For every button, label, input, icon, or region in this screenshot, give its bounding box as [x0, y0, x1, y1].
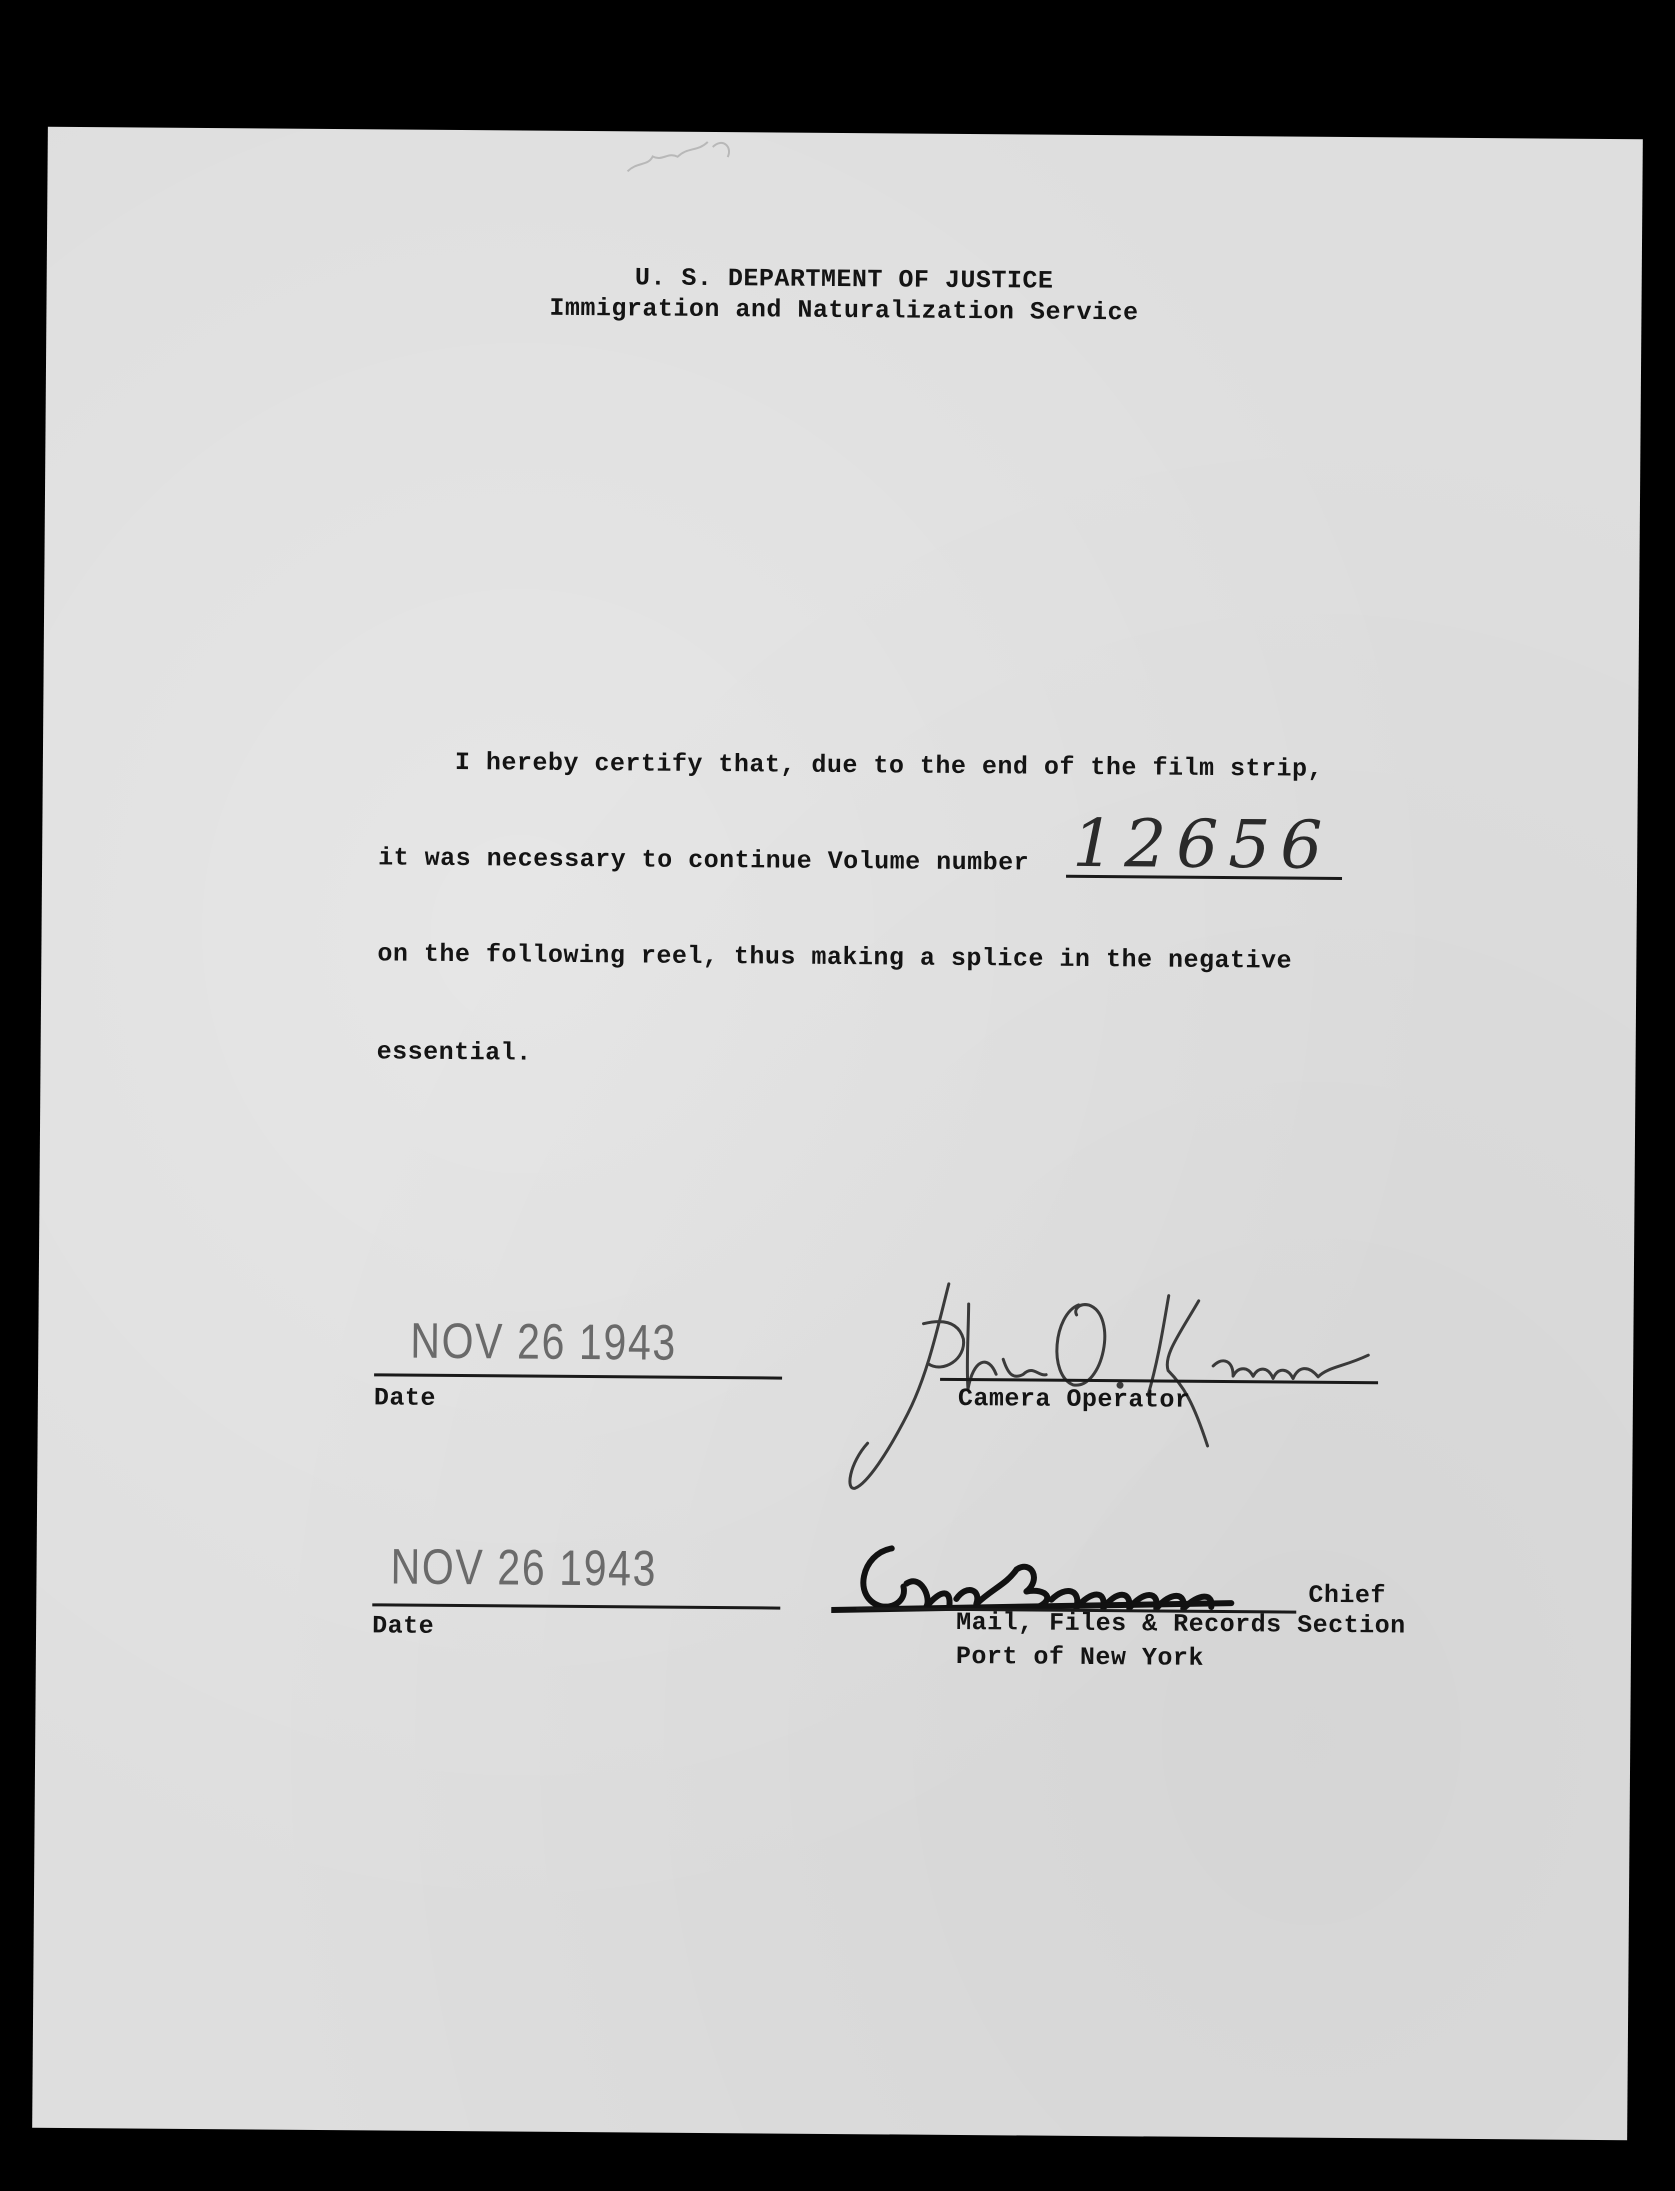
camera-operator-title: Camera Operator [957, 1383, 1191, 1415]
document-page [32, 127, 1643, 2140]
service-heading: Immigration and Naturalization Service [549, 293, 1139, 328]
section-title: Mail, Files & Records Section [956, 1607, 1406, 1641]
port-title: Port of New York [955, 1641, 1205, 1673]
date-underline-1 [374, 1373, 782, 1379]
date-label-2: Date [372, 1611, 435, 1641]
certification-line-2: it was necessary to continue Volume number [378, 843, 1030, 878]
date-stamp-2: NOV 26 1943 [390, 1538, 658, 1597]
certification-line-1: I hereby certify that, due to the end of the film strip, [454, 747, 1324, 784]
chief-title: Chief [1308, 1580, 1387, 1611]
department-heading: U. S. DEPARTMENT OF JUSTICE [634, 263, 1054, 296]
certification-line-3: on the following reel, thus making a splice in the negative [377, 939, 1293, 976]
date-label-1: Date [373, 1383, 437, 1413]
certification-line-4: essential. [376, 1037, 532, 1068]
date-underline-2 [372, 1603, 780, 1609]
pencil-notation [607, 131, 787, 192]
date-stamp-1: NOV 26 1943 [410, 1312, 678, 1371]
volume-number-handwritten: 12656 [1071, 804, 1333, 884]
